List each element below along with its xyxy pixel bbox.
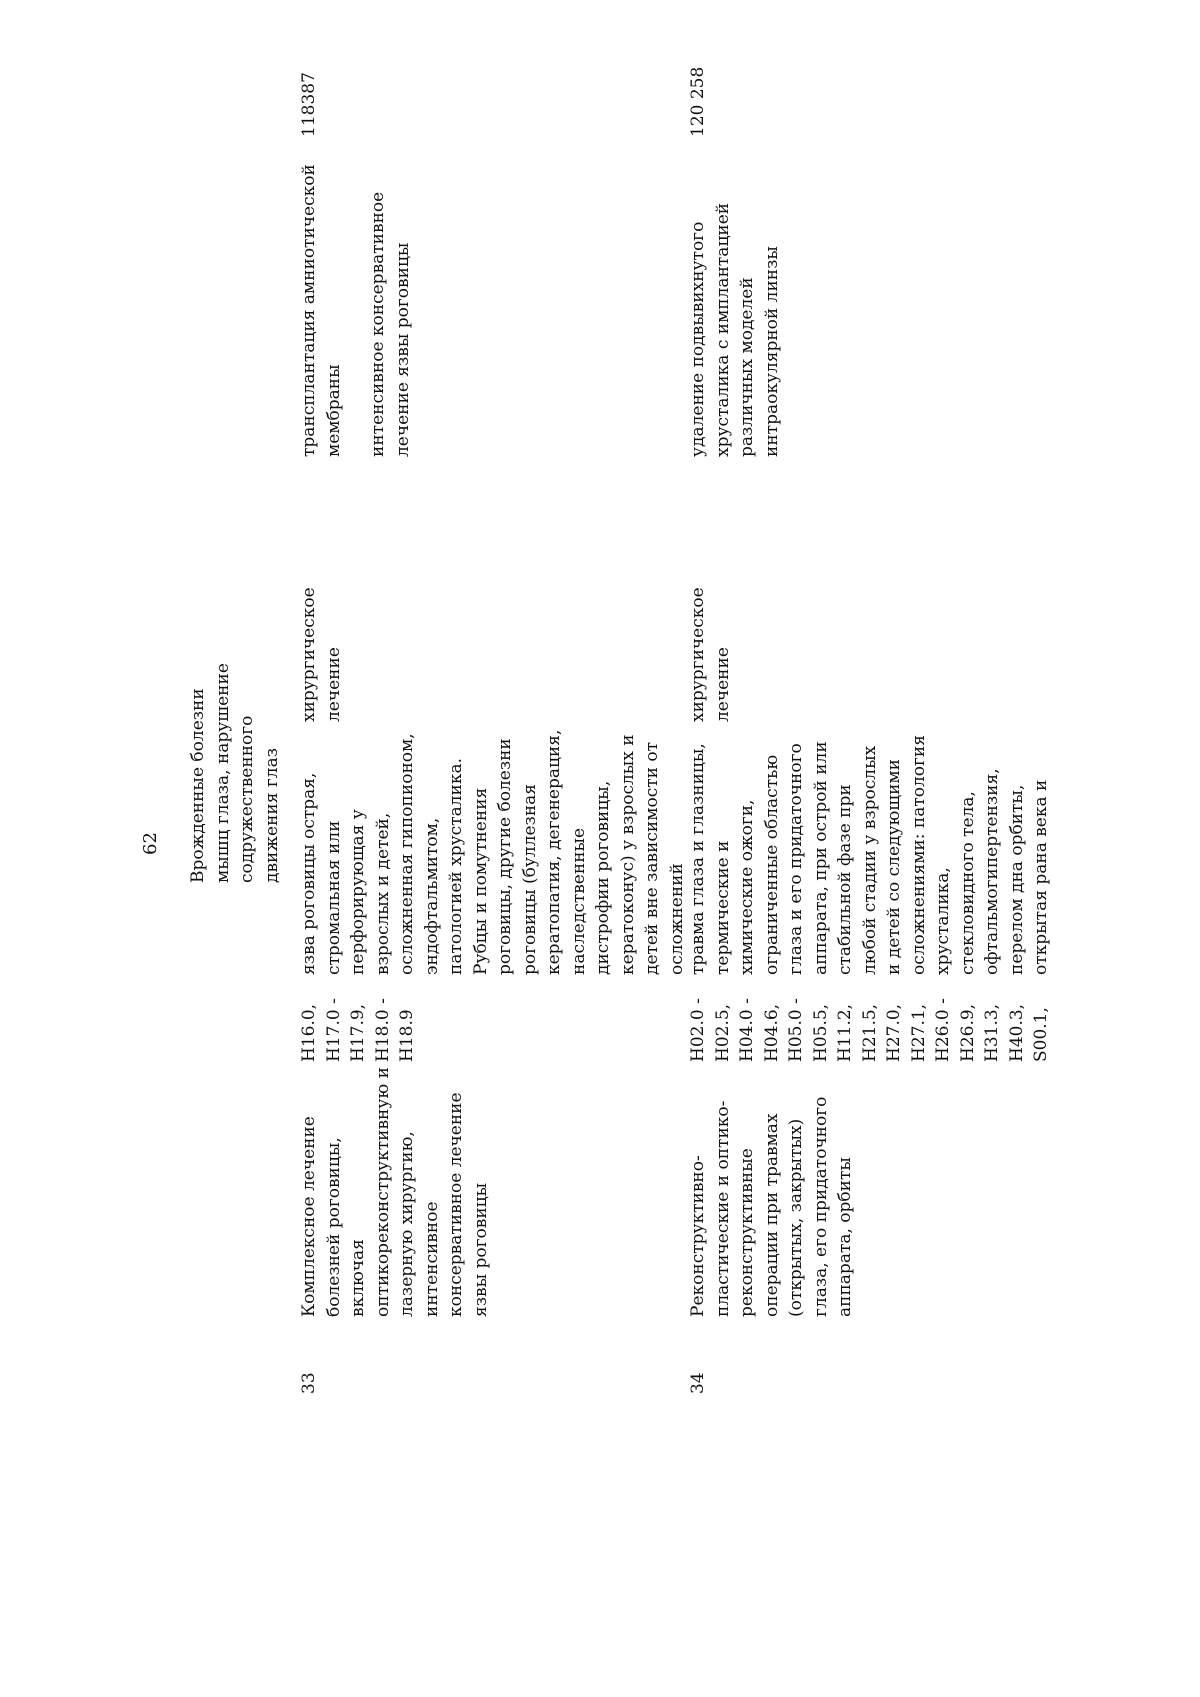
row-treatment-type: хирургическое лечение	[688, 587, 733, 722]
page-number: 62	[140, 832, 161, 855]
row-icd-codes: H16.0, H17.0 - H17.9, H18.0 - H18.9	[299, 998, 417, 1062]
row-method-1: удаление подвывихнутого хрусталика с имплантацией различных моделей интраокулярной линзы	[688, 202, 782, 457]
row-method-1: трансплантация амниотической мембраны	[299, 164, 344, 457]
prev-row-diagnosis: Врожденные болезни мышц глаза, нарушение содружественного движения глаз	[188, 663, 282, 883]
row-treatment-type: хирургическое лечение	[299, 587, 344, 722]
row-icd-codes: H02.0 - H02.5, H04.0 - H04.6, H05.0 - H05.5, H11.2, H21.5, H27.0, H27.1, H26.0 - H26.9, H31.3, H40.3, S00.1,	[688, 998, 1051, 1062]
row-cost: 118387	[299, 72, 319, 137]
row-service-name: Комплексное лечение болезней роговицы, включая оптикореконструктивную и лазерную хирургию, интенсивное консервативное лечение язвы роговицы	[299, 1067, 491, 1317]
row-diagnosis: язва роговицы острая, стромальная или перфорирующая у взрослых и детей, осложненная гипопионом, эндофтальмитом, патологией хрусталика. Рубцы и помутнения роговицы, другие болезни роговицы (буллезная кератопатия, дегенерация, наследственные дистрофии роговицы, кератоконус) у взрослых и детей вне зависимости от осложнений	[299, 729, 687, 975]
row-number: 33	[299, 1372, 319, 1394]
row-cost: 120 258	[688, 66, 708, 137]
row-number: 34	[688, 1372, 708, 1394]
row-method-2: интенсивное консервативное лечение язвы роговицы	[368, 191, 413, 457]
row-diagnosis: травма глаза и глазницы, термические и химические ожоги, ограниченные областью глаза и его придаточного аппарата, при острой или стабильной фазе при любой стадии у взрослых и детей со следующими осложнениями: патология хрусталика, стекловидного тела, офтальмогипертензия, перелом дна орбиты, открытая рана века и	[688, 735, 1051, 975]
row-service-name: Реконструктивно- пластические и оптико- реконструктивные операции при травмах (открытых, закрытых) глаза, его придаточного аппарата, орбиты	[688, 1096, 855, 1317]
